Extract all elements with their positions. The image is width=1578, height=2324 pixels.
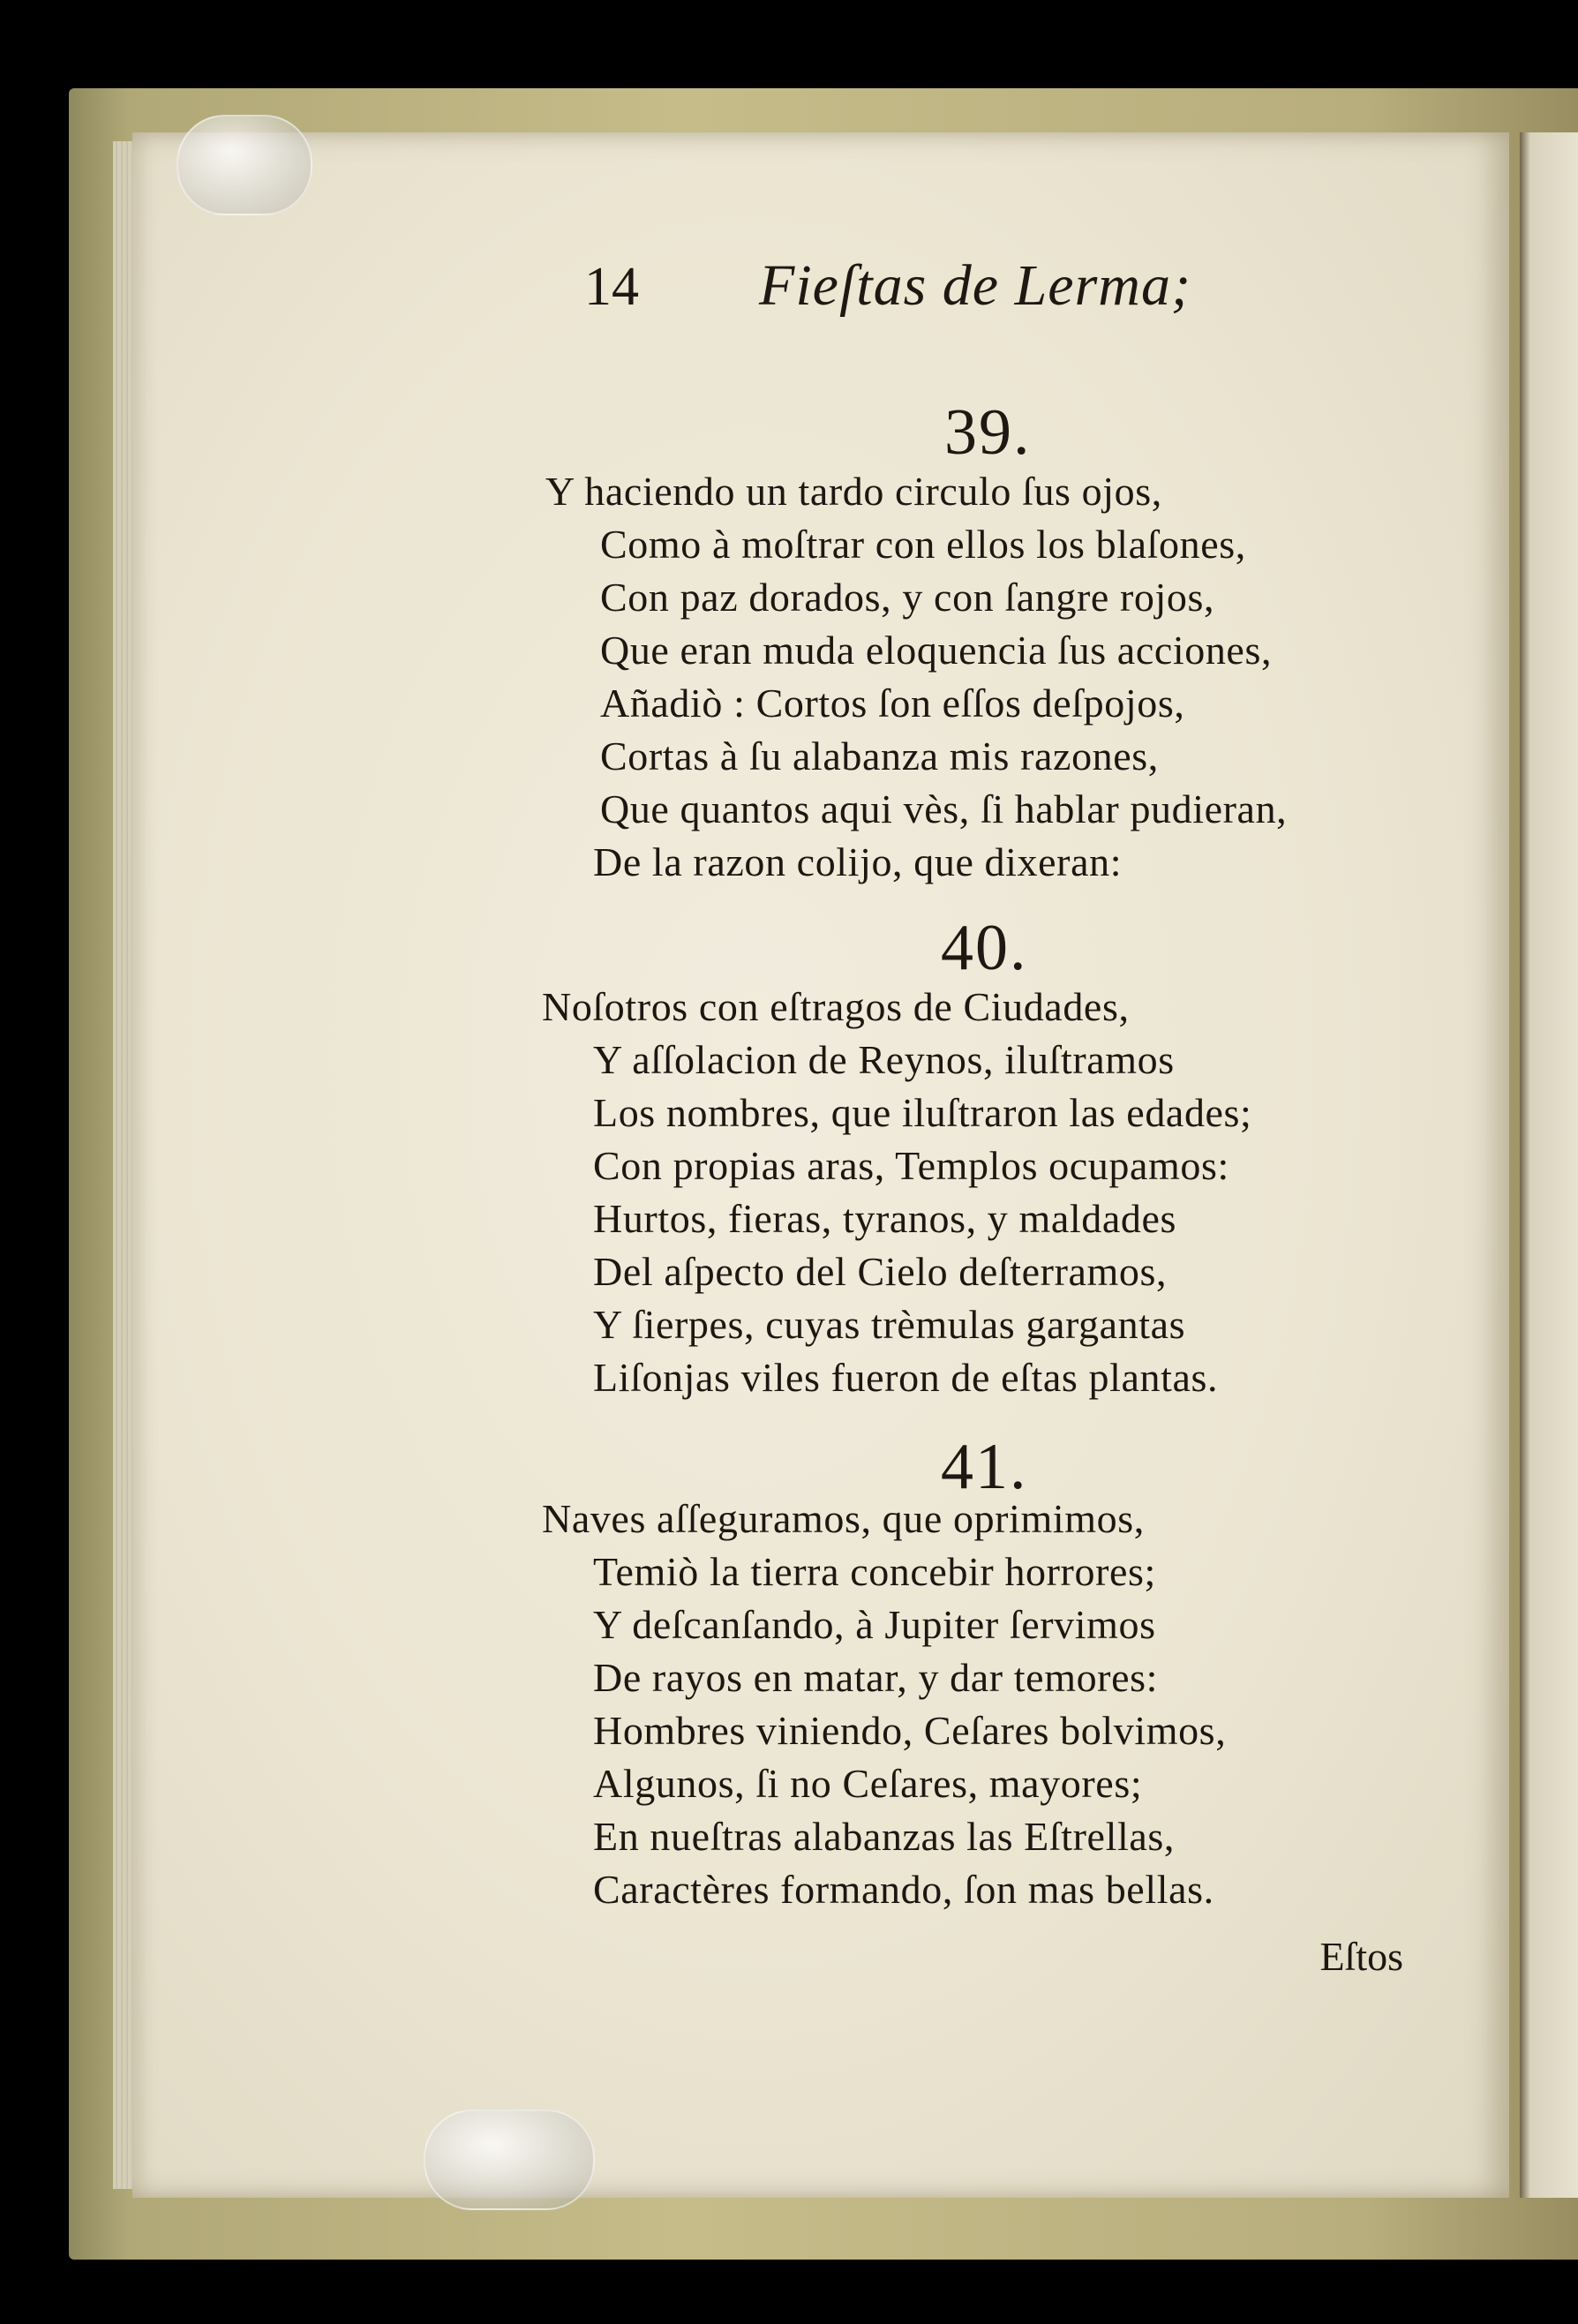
verse-line: Y deſcanſando, à Jupiter ſervimos	[593, 1602, 1156, 1647]
verse-line: Temiò la tierra concebir horrores;	[593, 1549, 1156, 1594]
verse-line: Con paz dorados, y con ſangre rojos,	[600, 575, 1215, 620]
verse-line: Y aſſolacion de Reynos, iluſtramos	[593, 1037, 1175, 1082]
page-number: 14	[584, 257, 639, 317]
verse-line: De la razon colijo, que dixeran:	[593, 839, 1123, 884]
verse-line: Como à moſtrar con ellos los blaſones,	[600, 522, 1246, 567]
verse-line: De rayos en matar, y dar temores:	[593, 1655, 1158, 1700]
verse-line: Hombres viniendo, Ceſares bolvimos,	[593, 1708, 1227, 1753]
stanza-number: 39.	[944, 396, 1032, 469]
verse-line: Con propias aras, Templos ocupamos:	[593, 1143, 1229, 1188]
verse-line: Algunos, ſi no Ceſares, mayores;	[593, 1761, 1143, 1806]
plastic-clip-top	[177, 115, 312, 215]
stanza-number: 40.	[941, 912, 1028, 984]
verse-line: Caractères formando, ſon mas bellas.	[593, 1867, 1214, 1912]
verse-line: Liſonjas viles fueron de eſtas plantas.	[593, 1355, 1219, 1400]
verse-line: Añadiò : Cortos ſon eſſos deſpojos,	[600, 681, 1185, 726]
facing-page-edge	[1520, 132, 1578, 2198]
stanza-number: 41.	[941, 1431, 1028, 1503]
verse-line: Los nombres, que iluſtraron las edades;	[593, 1090, 1252, 1135]
verse-line: Naves aſſeguramos, que oprimimos,	[542, 1496, 1145, 1541]
catchword: Eſtos	[1319, 1934, 1403, 1979]
verse-line: Que eran muda eloquencia ſus acciones,	[600, 628, 1273, 673]
verse-line: Que quantos aqui vès, ſi hablar pudieran,	[600, 786, 1288, 831]
verse-line: Y ſierpes, cuyas trèmulas gargantas	[593, 1302, 1186, 1347]
verse-line: Y haciendo un tardo circulo ſus ojos,	[545, 469, 1162, 514]
running-head	[0, 253, 1578, 344]
running-title: Fieſtas de Lerma;	[759, 253, 1191, 318]
verse-line: Del aſpecto del Cielo deſterramos,	[593, 1249, 1168, 1294]
verse-line: Cortas à ſu alabanza mis razones,	[600, 733, 1159, 778]
plastic-clip-bottom	[424, 2110, 595, 2210]
verse-line: En nueſtras alabanzas las Eſtrellas,	[593, 1814, 1175, 1859]
verse-line: Hurtos, fieras, tyranos, y maldades	[593, 1196, 1177, 1241]
verse-line: Noſotros con eſtragos de Ciudades,	[542, 984, 1130, 1029]
